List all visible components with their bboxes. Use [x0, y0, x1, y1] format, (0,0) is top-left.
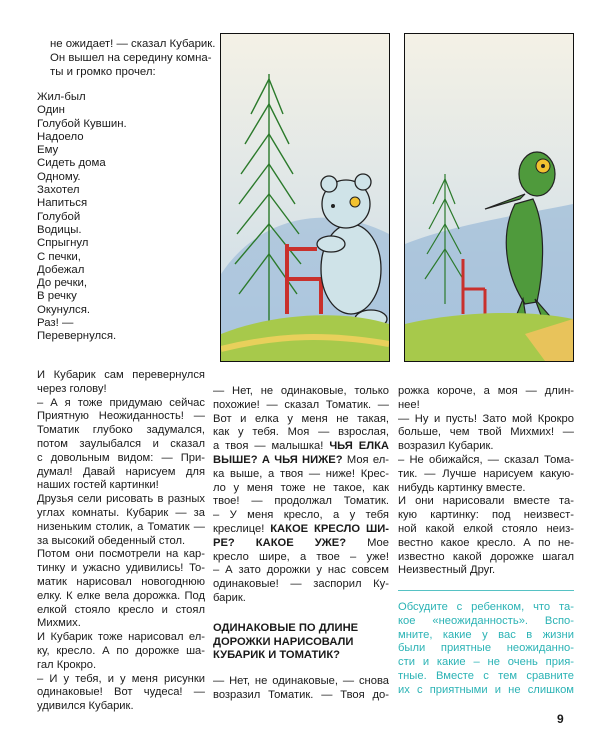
poem-line: Напиться — [37, 197, 88, 210]
text-line: Друзья сели рисовать в разных — [37, 493, 205, 506]
poem-line: Сидеть дома — [37, 157, 106, 170]
crocodile-tree-chair-icon — [405, 34, 573, 361]
question-highlight: РЕ? КАКОЕ УЖЕ? — [213, 536, 347, 549]
text-line: тик. — Лучше нарисуем какую- — [398, 467, 574, 480]
tip-line: их с приятными и не слишком — [398, 683, 574, 696]
poem-line: Перевернулся. — [37, 330, 117, 343]
text-line: одинаковые! Вот чудеса! — — [37, 686, 205, 699]
text-line: Он вышел на середину комна- — [50, 52, 212, 64]
text-line: — Нет, не одинаковые, — снова — [213, 675, 389, 688]
text-line: кресло шире, а твое – уже! — [213, 550, 389, 563]
text-line: удивился Кубарик. — [37, 700, 134, 713]
text-line: похожие! — сказал Томатик. — — [213, 398, 389, 411]
text-line: с довольным видом: — При- — [37, 451, 205, 464]
tip-line: кое «неожиданность». Вспо- — [398, 614, 574, 627]
poem-line: Добежал — [37, 263, 85, 276]
text-column-1 — [37, 369, 205, 714]
text-line: И Кубарик сам перевернулся — [37, 369, 205, 381]
tip-line: Обсудите с ребенком, что та- — [398, 601, 574, 613]
poem-line: Водицы. — [37, 223, 82, 236]
text-line: – И у тебя, и у меня рисунки — [37, 672, 205, 685]
poem-line: Окунулся. — [37, 303, 91, 316]
text-line: тинку и ужасно удивились! То- — [37, 562, 205, 575]
text-line: Вот и елка у меня не такая, — [213, 412, 389, 425]
text-line: ку, кресло. А по дорожке ша- — [37, 644, 205, 657]
tip-line: мните, какие у вас в жизни — [398, 628, 574, 641]
text-line: ной какой елкой стояло неиз- — [398, 522, 574, 535]
poem-line: Голубой — [37, 210, 81, 223]
text-line: нибудь картинку вместе. — [398, 481, 526, 494]
tip-line: сти и какие – не очень прия- — [398, 656, 574, 669]
text-line: потом заулыбался и сказал — [37, 437, 205, 450]
text-line: креслице! КАКОЕ КРЕСЛО ШИ- — [213, 522, 390, 535]
text-line: одинаковые! — заспорил Ку- — [213, 578, 389, 591]
parent-tip — [398, 601, 574, 698]
text-line: ВЫШЕ? А ЧЬЯ НИЖЕ? Моя ел- — [213, 453, 389, 466]
question-heading — [213, 622, 389, 663]
illustration-crocodile — [404, 33, 574, 362]
text-column-2 — [213, 385, 389, 703]
text-line: Михмих. — [37, 617, 81, 630]
text-line: — Ну и пусть! Зато мой Крокро — [398, 412, 574, 425]
text-line: ло у меня тоже не такое, как — [213, 481, 389, 494]
text-line: нее! — [398, 398, 420, 411]
text-line: углах комнаты. Кубарик — за — [37, 506, 205, 519]
tip-line: тные. Вместе с тем сравните — [398, 669, 574, 682]
question-highlight: ВЫШЕ? А ЧЬЯ НИЖЕ? — [213, 453, 343, 466]
poem-line: В речку — [37, 290, 77, 303]
question-highlight: КАКОЕ КРЕСЛО ШИ- — [270, 522, 390, 535]
text-line: Томатик глубоко задумался, — [37, 424, 205, 437]
text-line: через голову! — [37, 382, 107, 395]
text-line: твое! — продолжал Томатик. — [213, 495, 389, 508]
text-line: думал! Давай нарисуем для — [37, 465, 205, 478]
question-highlight: ЧЬЯ ЕЛКА — [329, 440, 389, 453]
text-line: а твоя — малышка! ЧЬЯ ЕЛКА — [213, 440, 389, 453]
poem-line: Жил-был — [37, 91, 86, 103]
text-line: И они нарисовали вместе та- — [398, 495, 574, 508]
text-line: – А зато дорожки у нас совсем — [213, 564, 389, 577]
section-divider — [398, 590, 574, 591]
text-line: – А я тоже придумаю сейчас — [37, 396, 205, 409]
text-line: низеньким столик, а Томатик — — [37, 520, 205, 533]
text-line: как у тебя. Моя — взрослая, — [213, 426, 389, 439]
text-line: — Нет, не одинаковые, только — [213, 385, 389, 397]
text-line: И Кубарик тоже нарисовал ел- — [37, 631, 205, 644]
poem-line: Захотел — [37, 184, 80, 197]
poem-line: Раз! — — [37, 317, 74, 330]
text-line: возразил Томатик. — Твоя до- — [213, 688, 389, 701]
tip-line: были приятные неожиданно- — [398, 642, 574, 655]
text-line: барик. — [213, 591, 246, 604]
page-number: 9 — [557, 712, 564, 726]
poem-line: Спрыгнул — [37, 237, 89, 250]
poem-line: Надоело — [37, 130, 84, 143]
text-line: елкой стояло кресло и стоял — [37, 603, 205, 616]
text-line: наших гостей картинки! — [37, 479, 159, 492]
text-line: рожка короче, а моя — длин- — [398, 385, 574, 397]
text-line: Неизвестный Друг. — [398, 564, 496, 577]
poem-line: До речки, — [37, 277, 88, 290]
poem-line: Голубой Кувшин. — [37, 117, 127, 130]
text-line: не ожидает! — сказал Кубарик. — [50, 38, 216, 50]
poem — [37, 91, 127, 344]
text-line: возразил Кубарик. — [398, 440, 494, 453]
bear-tree-chair-icon — [221, 34, 389, 361]
poem-line: Одному. — [37, 170, 81, 183]
text-line: известно какой дорожке шагал — [398, 550, 574, 563]
text-line: вестно какое кресло. А по не- — [398, 536, 574, 549]
text-line: ка выше, а твоя — ниже! Крес- — [213, 467, 389, 480]
text-line: ты и громко прочел: — [50, 66, 156, 78]
text-line: – У меня кресло, а у тебя — [213, 509, 389, 522]
heading-line: ОДИНАКОВЫЕ ПО ДЛИНЕ — [213, 621, 359, 634]
text-line: – Не обижайся, — сказал Тома- — [398, 453, 574, 466]
poem-line: Ему — [37, 144, 59, 157]
text-line: РЕ? КАКОЕ УЖЕ? Мое — [213, 536, 389, 549]
text-line: елку. К елке вела дорожка. Под — [37, 589, 205, 602]
poem-line: С печки, — [37, 250, 81, 263]
illustration-teddy-bear — [220, 33, 390, 362]
text-line: за высокий обеденный стол. — [37, 534, 186, 547]
text-column-3 — [398, 385, 574, 578]
heading-line: КУБАРИК И ТОМАТИК? — [213, 649, 340, 662]
text-line: Потом они посмотрели на кар- — [37, 548, 205, 561]
text-line: Приятную Неожиданность! — — [37, 410, 205, 423]
heading-line: ДОРОЖКИ НАРИСОВАЛИ — [213, 635, 354, 648]
text-line: больше, чем твой Михмих! — — [398, 426, 574, 439]
poem-line: Один — [37, 104, 65, 117]
text-line: кую картинку: под неизвест- — [398, 509, 574, 522]
text-line: гал Крокро. — [37, 658, 97, 671]
text-line: матик нарисовал новогоднюю — [37, 575, 205, 588]
